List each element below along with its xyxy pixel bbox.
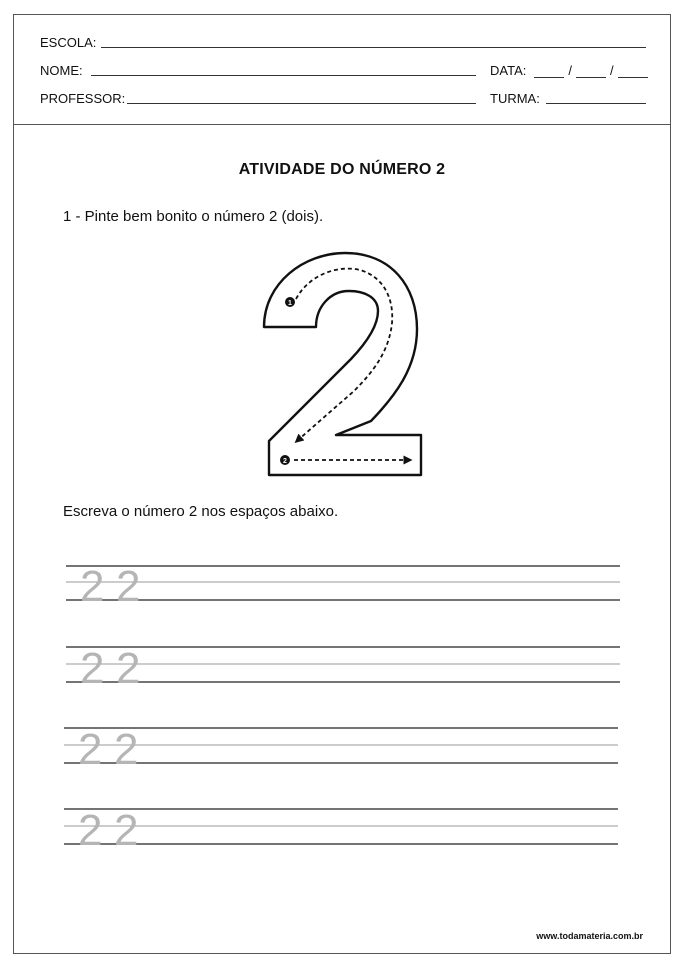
school-label: ESCOLA: [40, 35, 97, 50]
date-label: DATA: [490, 63, 527, 78]
activity-title: ATIVIDADE DO NÚMERO 2 [238, 161, 446, 178]
instruction-color: 1 - Pinte bem bonito o número 2 (dois). [63, 208, 324, 225]
trace-digit: 2 [114, 725, 139, 774]
date-separator: / [609, 63, 614, 78]
trace-digit: 2 [80, 644, 105, 693]
instruction-write: Escreva o número 2 nos espaços abaixo. [63, 503, 339, 520]
class-label: TURMA: [490, 91, 540, 106]
practice-area [14, 15, 672, 955]
name-label: NOME: [40, 63, 83, 78]
date-separator: / [568, 63, 572, 78]
stroke-start-1-label: 1 [288, 300, 292, 307]
teacher-label: PROFESSOR: [40, 91, 126, 106]
footer-site: www.todamateria.com.br [536, 931, 643, 941]
trace-digit: 2 [80, 562, 105, 611]
practice-row-1 [66, 562, 620, 611]
trace-digit: 2 [78, 725, 103, 774]
practice-row-3 [64, 725, 618, 774]
trace-digit: 2 [78, 806, 103, 855]
worksheet-frame [13, 14, 671, 954]
practice-row-2 [66, 644, 620, 693]
trace-digit: 2 [116, 562, 141, 611]
trace-digit: 2 [114, 806, 139, 855]
trace-digit: 2 [116, 644, 141, 693]
stroke-start-2-label: 2 [283, 458, 287, 465]
practice-row-4 [64, 806, 618, 855]
